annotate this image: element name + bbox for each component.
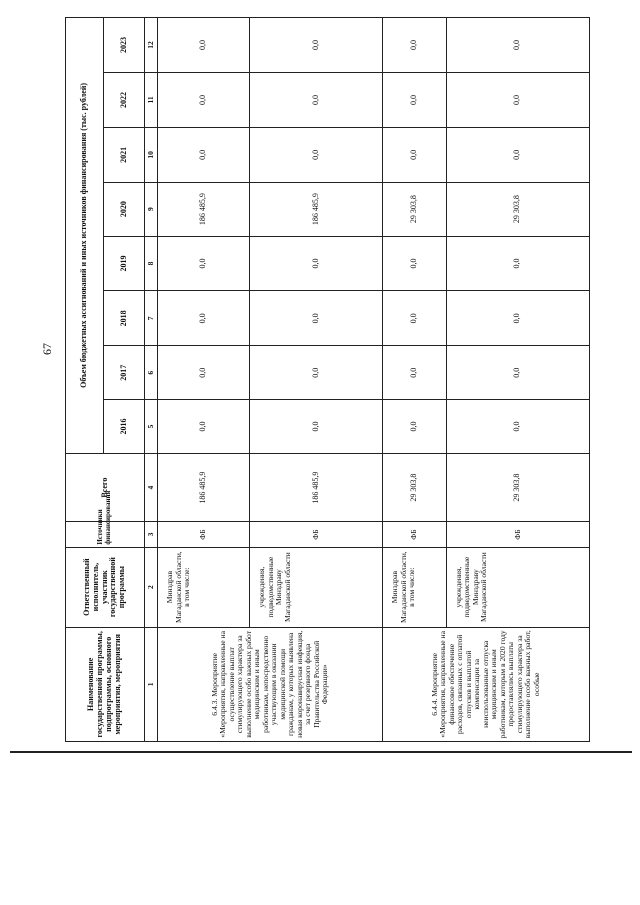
row-value-cell: 0,0	[158, 18, 250, 73]
row-executor-cell: учреждения, подведомственные Минздраву Магаданской области	[250, 547, 383, 627]
table-row	[158, 18, 250, 742]
row-executor-cell: Минздрав Магаданской области, в том числе:	[158, 547, 250, 627]
row-value-cell: 186 485,9	[158, 182, 250, 236]
row-value-cell: 0,0	[250, 291, 383, 346]
header-year: 2018	[104, 291, 145, 346]
column-number: 12	[145, 18, 158, 73]
row-value-cell: 0,0	[446, 18, 589, 73]
table-row	[383, 18, 446, 742]
row-value-cell: 0,0	[383, 236, 446, 291]
row-value-cell: 0,0	[446, 400, 589, 454]
row-value-cell: 0,0	[383, 400, 446, 454]
column-number: 8	[145, 236, 158, 291]
column-number: 10	[145, 127, 158, 182]
row-value-cell: 0,0	[250, 346, 383, 400]
column-number: 1	[145, 627, 158, 741]
row-value-cell: 0,0	[158, 291, 250, 346]
row-total-cell: 29 303,8	[446, 453, 589, 522]
row-name-cell: 6.4.3. Мероприятие «Мероприятия, направленные на осуществление выплат стимулирующего характера за выполнение особо важных работ медицинским и иным работникам, непосредственно участвующим в оказании медицинской помощи гражданам, у которых выявлена новая коронавирусная инфекция, за счет резервного фонда Правительства Российской Федерации»	[158, 627, 383, 741]
header-year: 2023	[104, 18, 145, 73]
column-number: 11	[145, 73, 158, 128]
row-value-cell: 0,0	[250, 400, 383, 454]
column-number: 2	[145, 547, 158, 627]
row-value-cell: 0,0	[383, 73, 446, 128]
header-year: 2020	[104, 182, 145, 236]
column-number: 4	[145, 453, 158, 522]
column-number: 6	[145, 346, 158, 400]
page-divider	[10, 751, 632, 753]
row-value-cell: 0,0	[158, 400, 250, 454]
column-number: 3	[145, 522, 158, 547]
row-value-cell: 0,0	[383, 346, 446, 400]
column-number: 7	[145, 291, 158, 346]
row-value-cell: 0,0	[446, 291, 589, 346]
header-year: 2021	[104, 127, 145, 182]
header-row-1	[66, 18, 104, 742]
row-name-cell: 6.4.4. Мероприятие «Мероприятия, направленные на финансовое обеспечение расходов, связанных с оплатой отпусков и выплатой компенсации за неиспользованные отпуска медицинским и иным работникам, которым в 2020 году предоставлялись выплаты стимулирующего характера за выполнение особо важных работ, особые	[383, 627, 590, 741]
column-number: 9	[145, 182, 158, 236]
header-volume: Объем бюджетных ассигнований и иных источников финансирования (тыс. рублей)	[66, 18, 104, 454]
row-value-cell: 0,0	[250, 127, 383, 182]
budget-table-container	[65, 17, 590, 742]
row-value-cell: 29 303,8	[446, 182, 589, 236]
row-value-cell: 29 303,8	[383, 182, 446, 236]
header-total: Всего	[66, 453, 145, 522]
row-executor-cell: учреждения, подведомственные Минздраву Магаданской области	[446, 547, 589, 627]
row-value-cell: 0,0	[250, 236, 383, 291]
row-value-cell: 0,0	[158, 236, 250, 291]
row-value-cell: 0,0	[446, 127, 589, 182]
header-year: 2017	[104, 346, 145, 400]
header-year: 2019	[104, 236, 145, 291]
row-value-cell: 0,0	[446, 73, 589, 128]
header-name: Наименование государственной программы, подпрограммы, основного мероприятия, мероприятия	[66, 627, 145, 741]
row-value-cell: 0,0	[158, 73, 250, 128]
row-value-cell: 0,0	[250, 18, 383, 73]
row-value-cell: 0,0	[250, 73, 383, 128]
row-source-cell: ФБ	[158, 522, 250, 547]
row-total-cell: 186 485,9	[158, 453, 250, 522]
row-executor-cell: Минздрав Магаданской области, в том числе:	[383, 547, 446, 627]
row-value-cell: 0,0	[158, 127, 250, 182]
row-total-cell: 186 485,9	[250, 453, 383, 522]
header-executor: Ответственный исполнитель, участник государственной программы	[66, 547, 145, 627]
column-number: 5	[145, 400, 158, 454]
row-value-cell: 0,0	[383, 127, 446, 182]
row-source-cell: ФБ	[250, 522, 383, 547]
row-value-cell: 0,0	[446, 236, 589, 291]
row-value-cell: 186 485,9	[250, 182, 383, 236]
header-year: 2016	[104, 400, 145, 454]
row-value-cell: 0,0	[446, 346, 589, 400]
row-value-cell: 0,0	[383, 291, 446, 346]
header-year: 2022	[104, 73, 145, 128]
row-source-cell: ФБ	[446, 522, 589, 547]
header-source: Источники финансирования	[66, 522, 145, 547]
page-number: 67	[40, 343, 54, 355]
row-value-cell: 0,0	[383, 18, 446, 73]
budget-table	[65, 17, 590, 742]
row-source-cell: ФБ	[383, 522, 446, 547]
row-total-cell: 29 303,8	[383, 453, 446, 522]
row-value-cell: 0,0	[158, 346, 250, 400]
column-number-row	[145, 18, 158, 742]
